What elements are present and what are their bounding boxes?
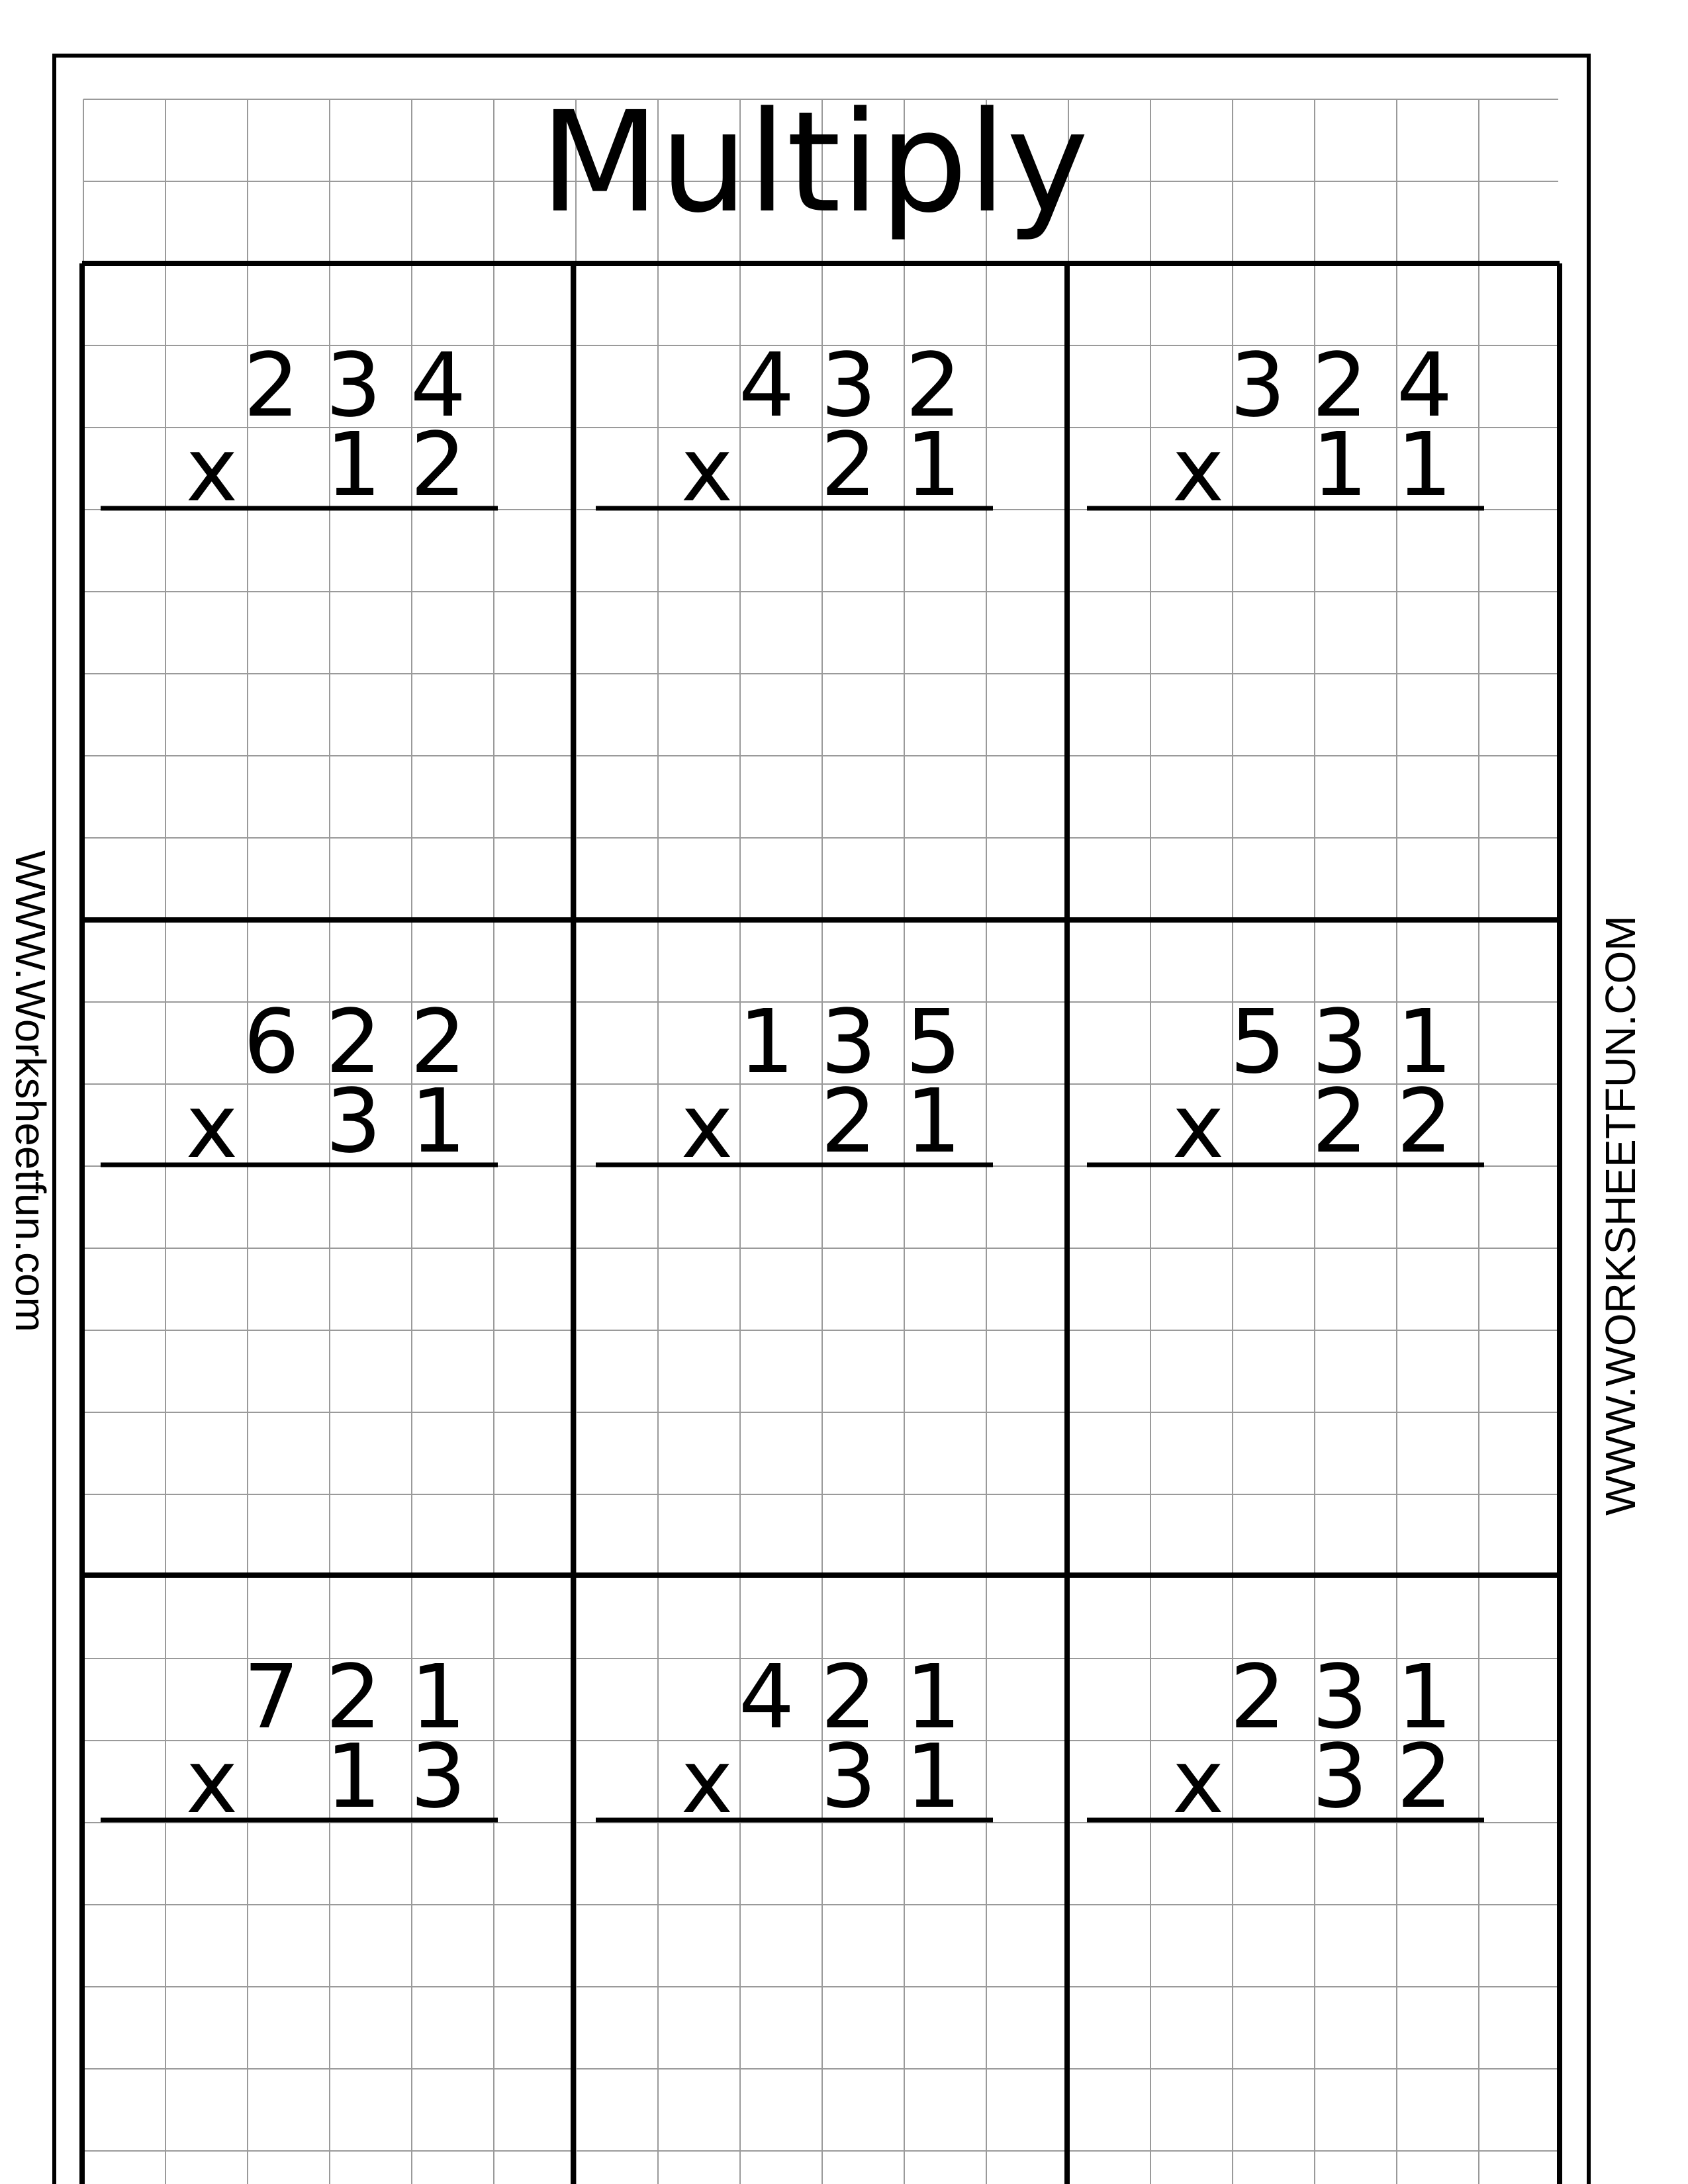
bottom-digit: 1 [905, 414, 962, 516]
top-digit: 3 [1311, 991, 1368, 1093]
left-watermark: WWW.Worksheetfun.com [7, 850, 54, 1332]
top-digit: 3 [820, 335, 877, 437]
bottom-digit: 3 [1311, 1726, 1368, 1828]
bottom-digit: 1 [1311, 414, 1368, 516]
multiply-sign: x [680, 1076, 733, 1178]
top-digit: 2 [820, 1647, 877, 1749]
multiply-sign: x [1172, 420, 1225, 522]
top-digit: 4 [738, 1647, 795, 1749]
bottom-digit: 2 [820, 414, 877, 516]
top-digit: 3 [1311, 1647, 1368, 1749]
top-digit: 2 [1311, 335, 1368, 437]
top-digit: 2 [243, 335, 300, 437]
top-digit: 1 [410, 1647, 467, 1749]
bottom-digit: 1 [325, 1726, 382, 1828]
bottom-digit: 1 [325, 414, 382, 516]
top-digit: 2 [325, 1647, 382, 1749]
top-digit: 4 [1396, 335, 1453, 437]
top-digit: 4 [738, 335, 795, 437]
right-watermark: WWW.WORKSHEETFUN.COM [1597, 915, 1644, 1516]
bottom-digit: 1 [1396, 414, 1453, 516]
top-digit: 6 [243, 991, 300, 1093]
top-digit: 3 [1229, 335, 1286, 437]
bottom-digit: 1 [905, 1071, 962, 1173]
top-digit: 2 [325, 991, 382, 1093]
top-digit: 2 [1229, 1647, 1286, 1749]
bottom-digit: 2 [1396, 1071, 1453, 1173]
top-digit: 1 [1396, 991, 1453, 1093]
bottom-digit: 2 [820, 1071, 877, 1173]
bottom-digit: 1 [905, 1726, 962, 1828]
bottom-digit: 2 [410, 414, 467, 516]
top-digit: 3 [820, 991, 877, 1093]
multiply-sign: x [680, 420, 733, 522]
multiply-sign: x [185, 1731, 238, 1833]
bottom-digit: 1 [410, 1071, 467, 1173]
top-digit: 2 [410, 991, 467, 1093]
multiply-sign: x [1172, 1731, 1225, 1833]
top-digit: 1 [738, 991, 795, 1093]
multiply-sign: x [1172, 1076, 1225, 1178]
bottom-digit: 2 [1311, 1071, 1368, 1173]
top-digit: 3 [325, 335, 382, 437]
worksheet-title: Multiply [539, 81, 1089, 244]
top-digit: 7 [243, 1647, 300, 1749]
multiply-sign: x [185, 1076, 238, 1178]
bottom-digit: 3 [325, 1071, 382, 1173]
multiply-sign: x [680, 1731, 733, 1833]
top-digit: 4 [410, 335, 467, 437]
bottom-digit: 3 [820, 1726, 877, 1828]
multiply-sign: x [185, 420, 238, 522]
bottom-digit: 3 [410, 1726, 467, 1828]
top-digit: 1 [1396, 1647, 1453, 1749]
bottom-digit: 2 [1396, 1726, 1453, 1828]
top-digit: 5 [1229, 991, 1286, 1093]
top-digit: 2 [905, 335, 962, 437]
top-digit: 1 [905, 1647, 962, 1749]
top-digit: 5 [905, 991, 962, 1093]
